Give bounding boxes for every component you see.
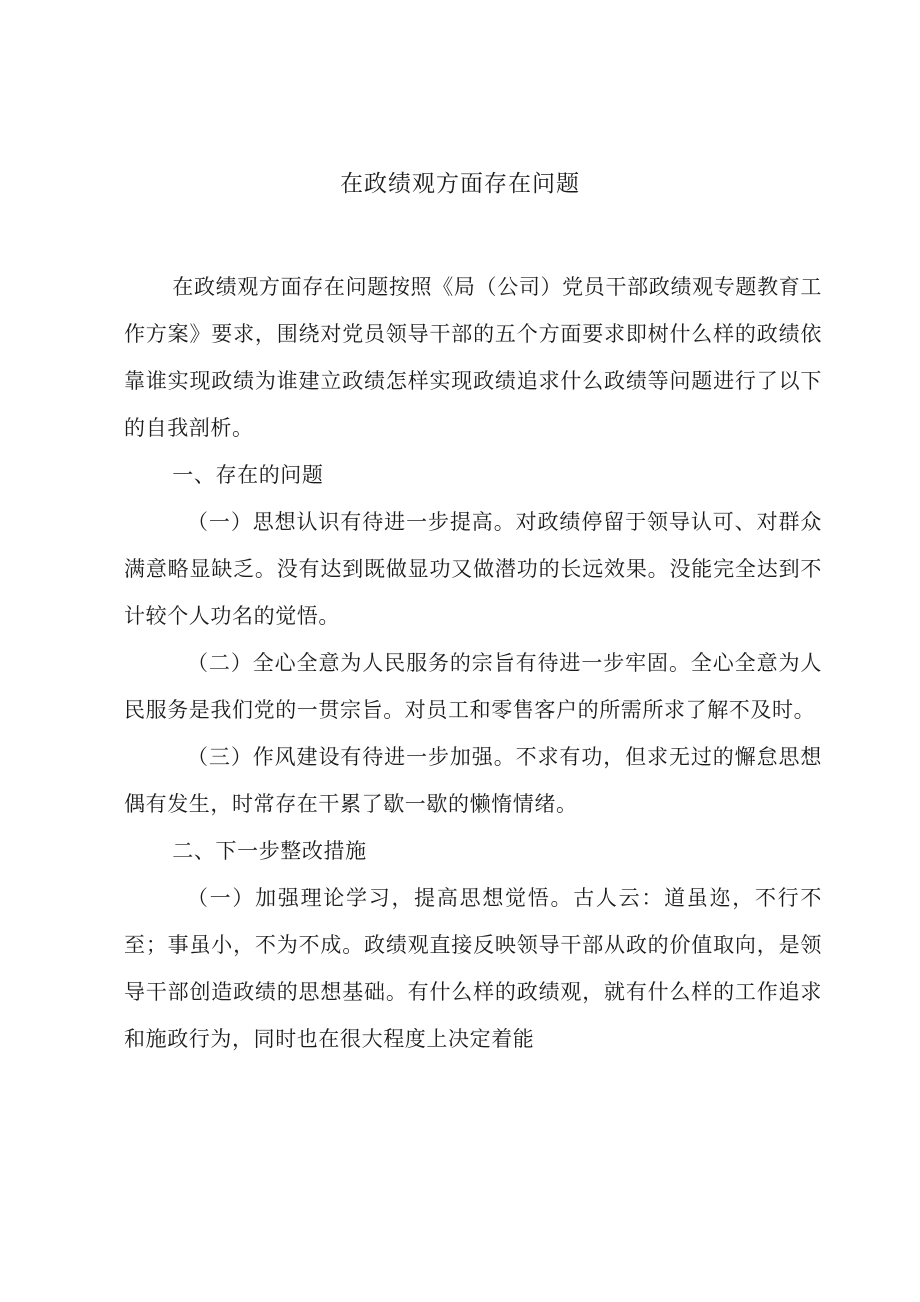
section-heading-problems: 一、存在的问题 <box>172 463 324 487</box>
document-body <box>124 264 822 1063</box>
page-title: 在政绩观方面存在问题 <box>340 171 580 197</box>
intro-paragraph: 在政绩观方面存在问题按照《局（公司）党员干部政绩观专题教育工作方案》要求，围绕对党员领导干部的五个方面要求即树什么样的政绩依靠谁实现政绩为谁建立政绩怎样实现政绩追求什么政绩等问题进行了以下的自我剖析。 <box>124 275 822 440</box>
problem-item-1: （一）思想认识有待进一步提高。对政绩停留于领导认可、对群众满意略显缺乏。没有达到既做显功又做潜功的长远效果。没能完全达到不计较个人功名的觉悟。 <box>124 510 822 628</box>
problem-item-3: （三）作风建设有待进一步加强。不求有功，但求无过的懈怠思想偶有发生，时常存在干累了歇一歇的懒惰情绪。 <box>124 745 822 816</box>
measure-item-1: （一）加强理论学习，提高思想觉悟。古人云：道虽迩，不行不至；事虽小，不为不成。政绩观直接反映领导干部从政的价值取向，是领导干部创造政绩的思想基础。有什么样的政绩观，就有什么样的工作追求和施政行为，同时也在很大程度上决定着能 <box>124 886 822 1051</box>
section-heading-measures: 二、下一步整改措施 <box>172 839 367 863</box>
problem-item-2: （二）全心全意为人民服务的宗旨有待进一步牢固。全心全意为人民服务是我们党的一贯宗旨。对员工和零售客户的所需所求了解不及时。 <box>124 651 822 722</box>
